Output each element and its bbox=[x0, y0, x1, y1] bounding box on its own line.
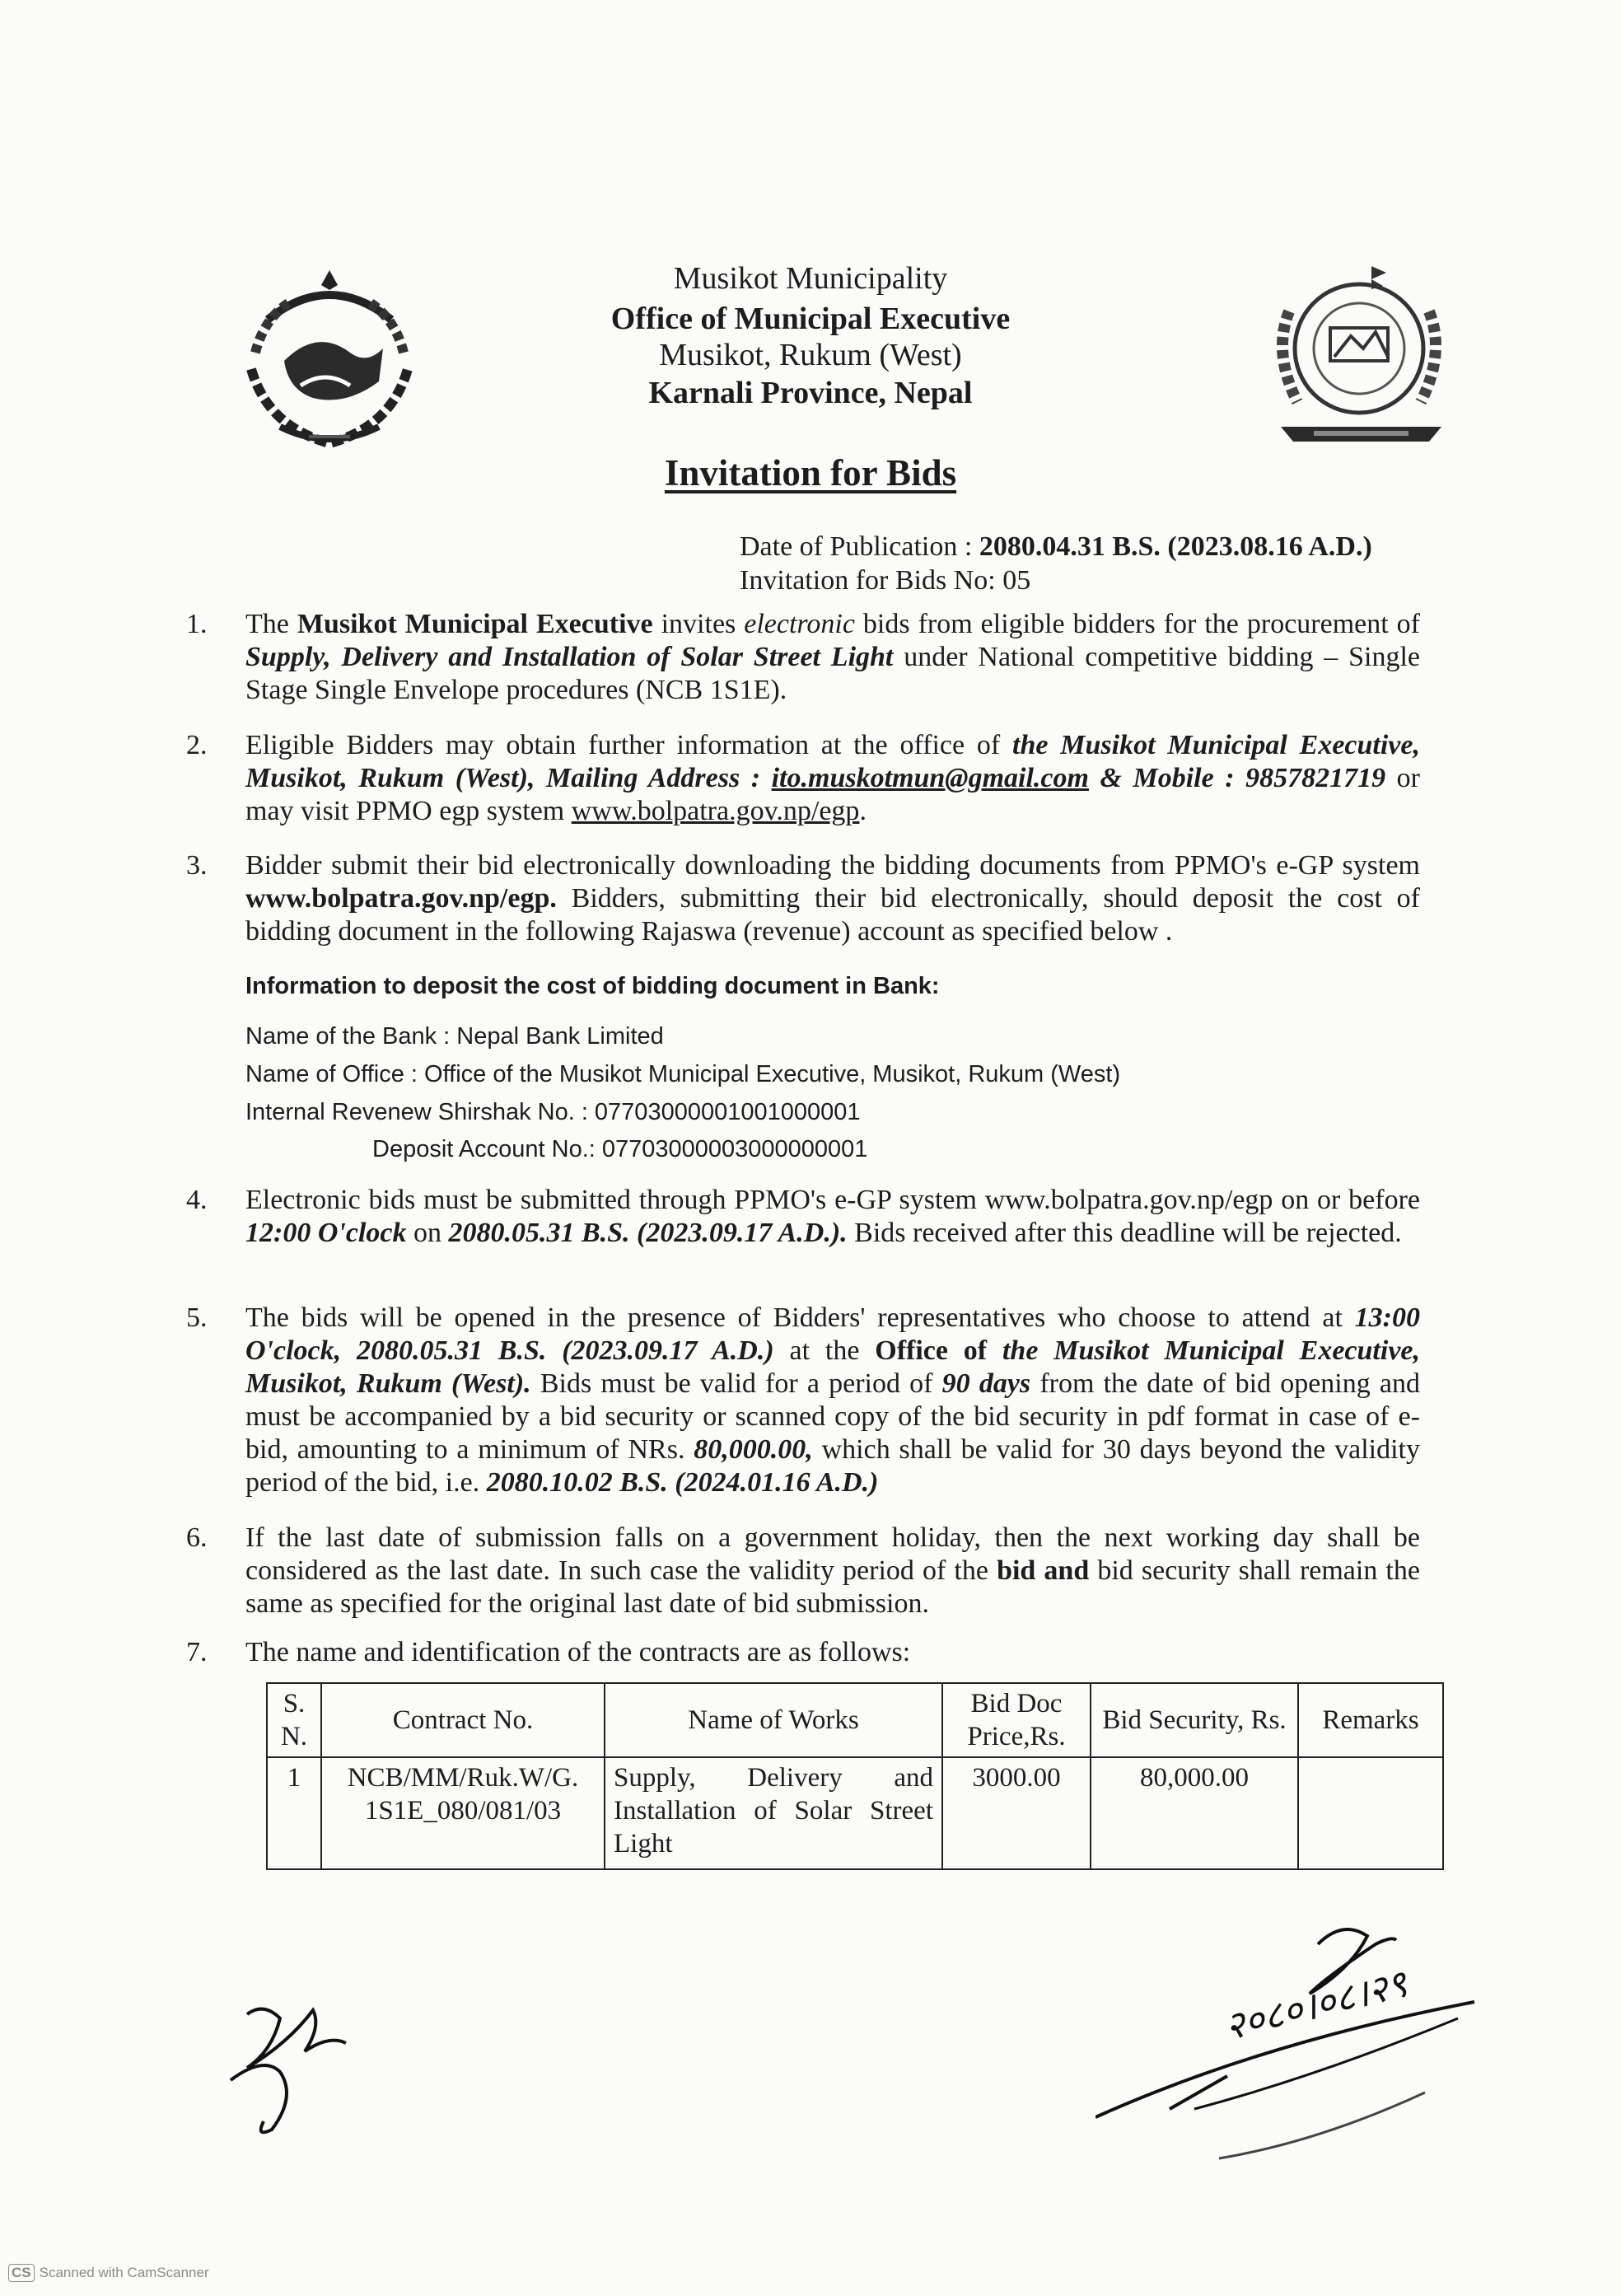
deposit-account-number: Deposit Account No.: 07703000003000000001 bbox=[372, 1136, 868, 1162]
text-run: or may visit PPMO egp system bbox=[245, 763, 1421, 826]
item-number: 7. bbox=[186, 1637, 208, 1667]
text-run: Bids received after this deadline will be rejected. bbox=[847, 1218, 1402, 1248]
province-line: Karnali Province, Nepal bbox=[648, 376, 973, 410]
text-run: Bids must be valid for a period of bbox=[530, 1368, 942, 1399]
text-run: The bids will be opened in the presence of Bidders' representatives who choose to attend at bbox=[245, 1302, 1355, 1333]
header-bid-security: Bid Security, Rs. bbox=[1091, 1683, 1298, 1757]
item-7-text bbox=[245, 1636, 1420, 1669]
right-signature-icon bbox=[1095, 1920, 1573, 2183]
handwritten-date: २०८०।०८।२९ bbox=[1220, 1961, 1412, 2050]
publication-date-label: Date of Publication : bbox=[740, 531, 979, 562]
text-run: invites bbox=[652, 609, 745, 639]
text-run: the Musikot Municipal Executive, Musikot, Rukum (West). bbox=[245, 1335, 1420, 1399]
text-run: bid security shall remain the same as specified for the original last date of bid submission. bbox=[245, 1555, 1420, 1619]
text-run: www.bolpatra.gov.np/egp. bbox=[245, 883, 557, 914]
header-bid-doc-price: Bid Doc Price,Rs. bbox=[942, 1683, 1091, 1757]
text-run: Bidders, submitting their bid electronically, should deposit the cost of bidding document in the following Rajaswa (revenue) account as specified below . bbox=[245, 883, 1420, 947]
office-name: Office of Municipal Executive bbox=[610, 302, 1011, 336]
address-line: Musikot, Rukum (West) bbox=[659, 338, 962, 372]
cell-sn: 1 bbox=[267, 1757, 321, 1869]
item-number: 6. bbox=[186, 1522, 208, 1553]
ifb-number-value: 05 bbox=[1002, 565, 1031, 596]
item-number: 3. bbox=[186, 850, 208, 881]
text-run: 13:00 O'clock, 2080.05.31 B.S. (2023.09.17 A.D.) bbox=[245, 1302, 1420, 1366]
item-3-text bbox=[245, 849, 1420, 948]
text-run: Eligible Bidders may obtain further information at the office of bbox=[245, 730, 1013, 760]
text-run: electronic bbox=[744, 609, 855, 639]
org-name: Musikot Municipality bbox=[673, 261, 948, 296]
cell-bid-security: 80,000.00 bbox=[1091, 1757, 1298, 1869]
bank-name: Name of the Bank : Nepal Bank Limited bbox=[245, 1023, 664, 1050]
text-run: Electronic bids must be submitted through PPMO's e-GP system www.bolpatra.gov.np/egp on or before bbox=[245, 1185, 1420, 1215]
email-link[interactable]: ito.muskotmun@gmail.com bbox=[771, 763, 1089, 793]
header-sn: S. N. bbox=[267, 1683, 321, 1757]
text-run: which shall be valid for 30 days beyond the validity period of the bid, i.e. bbox=[245, 1434, 1420, 1498]
text-run: under National competitive bidding – Single Stage Single Envelope procedures (NCB 1S1E). bbox=[245, 642, 1420, 705]
text-run: 2080.10.02 B.S. (2024.01.16 A.D.) bbox=[486, 1467, 879, 1498]
item-5-text bbox=[245, 1302, 1420, 1499]
header-name-of-works: Name of Works bbox=[605, 1683, 942, 1757]
left-signature-icon bbox=[222, 1990, 362, 2146]
contracts-table bbox=[266, 1682, 1444, 1870]
ifb-number bbox=[740, 563, 1030, 598]
item-1-text bbox=[245, 608, 1420, 707]
item-6-text bbox=[245, 1522, 1420, 1620]
text-run: at the bbox=[773, 1335, 876, 1366]
item-number: 1. bbox=[186, 609, 208, 639]
header-remarks: Remarks bbox=[1298, 1683, 1443, 1757]
text-run: & Mobile : 9857821719 bbox=[1088, 763, 1386, 793]
item-number: 2. bbox=[186, 730, 208, 760]
text-run: bid and bbox=[997, 1555, 1090, 1586]
item-2-text bbox=[245, 729, 1420, 828]
camscanner-watermark bbox=[8, 2264, 209, 2282]
camscanner-logo-icon: CS bbox=[8, 2264, 35, 2282]
revenue-head-number: Internal Revenew Shirshak No. : 07703000001001000001 bbox=[245, 1099, 861, 1125]
text-run: The name and identification of the contracts are as follows: bbox=[245, 1637, 911, 1667]
header-contract-no: Contract No. bbox=[321, 1683, 605, 1757]
text-run: Office of bbox=[875, 1335, 1002, 1366]
text-run: 12:00 O'clock bbox=[245, 1218, 407, 1248]
ifb-number-label: Invitation for Bids No: bbox=[740, 565, 1003, 596]
text-run: . bbox=[859, 796, 867, 826]
item-4-text bbox=[245, 1184, 1420, 1250]
publication-date-value: 2080.04.31 B.S. (2023.08.16 A.D.) bbox=[979, 531, 1372, 562]
item-number: 4. bbox=[186, 1185, 208, 1215]
office-name-bank: Name of Office : Office of the Musikot Municipal Executive, Musikot, Rukum (West) bbox=[245, 1061, 1121, 1087]
cell-contract-no: NCB/MM/Ruk.W/G. 1S1E_080/081/03 bbox=[321, 1757, 605, 1869]
text-run: If the last date of submission falls on a government holiday, then the next working day shall be considered as the last date. In such case the validity period of the bbox=[245, 1522, 1420, 1586]
cell-name-of-works: Supply, Delivery and Installation of Solar Street Light bbox=[605, 1757, 942, 1869]
text-run: 2080.05.31 B.S. (2023.09.17 A.D.). bbox=[448, 1218, 848, 1248]
bank-info-heading: Information to deposit the cost of bidding document in Bank: bbox=[245, 973, 940, 999]
publication-date bbox=[740, 530, 1372, 564]
table-row bbox=[267, 1757, 1443, 1869]
text-run: Musikot Municipal Executive bbox=[297, 609, 653, 639]
text-run: the Musikot Municipal Executive, Musikot, Rukum (West), Mailing Address : bbox=[245, 730, 1420, 793]
text-run: The bbox=[245, 609, 297, 639]
egp-link[interactable]: www.bolpatra.gov.np/egp bbox=[571, 796, 860, 826]
text-run: 80,000.00, bbox=[694, 1434, 813, 1465]
cell-remarks bbox=[1298, 1757, 1443, 1869]
camscanner-text: Scanned with CamScanner bbox=[39, 2265, 209, 2280]
text-run: 90 days bbox=[941, 1368, 1031, 1399]
table-header-row bbox=[267, 1683, 1443, 1757]
text-run: Supply, Delivery and Installation of Solar Street Light bbox=[245, 642, 894, 672]
text-run: from the date of bid opening and must be accompanied by a bid security or scanned copy of the bid security in pdf format in case of e-bid, amounting to a minimum of NRs. bbox=[245, 1368, 1421, 1465]
text-run: bids from eligible bidders for the procurement of bbox=[854, 609, 1420, 639]
text-run: Bidder submit their bid electronically downloading the bidding documents from PPMO's e-GP system bbox=[245, 850, 1420, 881]
item-number: 5. bbox=[186, 1302, 208, 1333]
page-title: Invitation for Bids bbox=[664, 452, 957, 493]
text-run: on bbox=[406, 1218, 449, 1248]
cell-bid-doc-price: 3000.00 bbox=[942, 1757, 1091, 1869]
